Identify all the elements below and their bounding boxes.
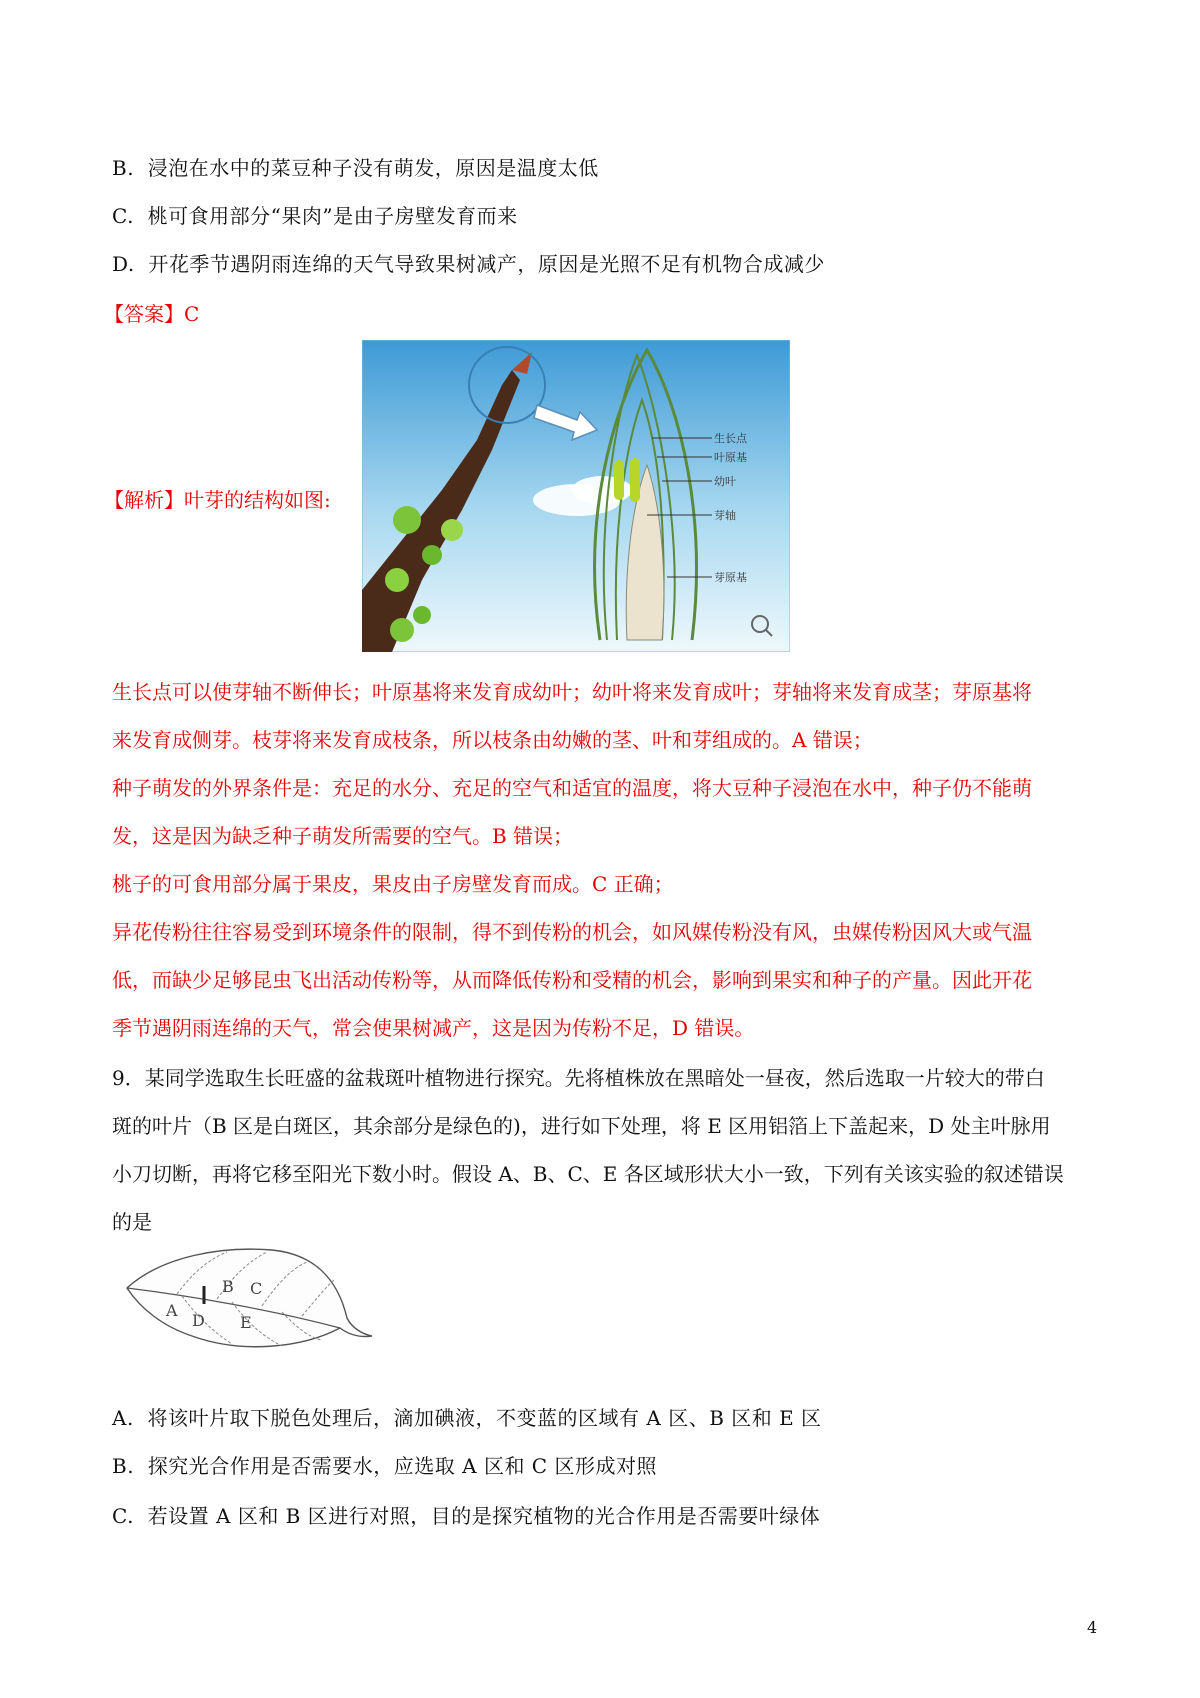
- analysis-line: [104, 486, 331, 514]
- answer-label: 【答案】: [104, 302, 184, 326]
- answer-value: C: [184, 302, 200, 326]
- leaf-label-c: C: [250, 1279, 263, 1298]
- explanation-line: 季节遇阴雨连绵的天气，常会使果树减产，这是因为传粉不足，D 错误。: [112, 1016, 755, 1040]
- option-letter: B.: [112, 1454, 135, 1478]
- explanation-line: 桃子的可食用部分属于果皮，果皮由子房壁发育而成。C 正确；: [112, 872, 674, 896]
- leaf-label-b: B: [222, 1277, 234, 1296]
- label-bud-axis: 芽轴: [714, 509, 736, 522]
- answer-line: [104, 300, 199, 328]
- option-letter: A.: [112, 1406, 134, 1430]
- question-line: 小刀切断，再将它移至阳光下数小时。假设 A、B、C、E 各区域形状大小一致，下列有关该实验的叙述错误: [112, 1162, 1064, 1186]
- page-number: 4: [1087, 1618, 1098, 1637]
- explanation-line: 低，而缺少足够昆虫飞出活动传粉等，从而降低传粉和受精的机会，影响到果实和种子的产量。因此开花: [112, 968, 1032, 992]
- leaf-bud-diagram: [362, 340, 790, 652]
- label-young-leaf: 幼叶: [714, 475, 736, 488]
- option-text: 探究光合作用是否需要水，应选取 A 区和 C 区形成对照: [147, 1454, 657, 1478]
- explanation-line: 种子萌发的外界条件是：充足的水分、充足的空气和适宜的温度，将大豆种子浸泡在水中，种子仍不能萌: [112, 776, 1032, 800]
- option-text: 浸泡在水中的菜豆种子没有萌发，原因是温度太低: [147, 156, 599, 180]
- option-text: 将该叶片取下脱色处理后，滴加碘液，不变蓝的区域有 A 区、B 区和 E 区: [147, 1406, 822, 1430]
- analysis-label: 【解析】: [104, 488, 184, 512]
- question-line: 斑的叶片（B 区是白斑区，其余部分是绿色的)，进行如下处理，将 E 区用铝箔上下盖起来，D 处主叶脉用: [112, 1114, 1051, 1138]
- option-text: 开花季节遇阴雨连绵的天气导致果树减产，原因是光照不足有机物合成减少: [148, 252, 825, 276]
- option-text: 桃可食用部分“果肉”是由子房壁发育而来: [147, 204, 518, 228]
- option-a: [112, 1404, 822, 1432]
- explanation-line: 异花传粉往往容易受到环境条件的限制，得不到传粉的机会，如风媒传粉没有风，虫媒传粉因风大或气温: [112, 920, 1032, 944]
- explanation-line: 发，这是因为缺乏种子萌发所需要的空气。B 错误；: [112, 824, 574, 848]
- option-letter: B.: [112, 156, 135, 180]
- option-c-prev: [112, 202, 518, 230]
- label-leaf-primordium: 叶原基: [714, 451, 747, 464]
- label-growth-point: 生长点: [714, 432, 747, 445]
- option-letter: D.: [112, 252, 135, 276]
- explanation-line: 生长点可以使芽轴不断伸长；叶原基将来发育成幼叶；幼叶将来发育成叶；芽轴将来发育成茎；芽原基将: [112, 680, 1032, 704]
- option-b-prev: [112, 154, 599, 182]
- label-bud-primordium: 芽原基: [714, 571, 747, 584]
- leaf-label-a: A: [166, 1301, 178, 1320]
- leaf-label-e: E: [240, 1313, 252, 1332]
- option-d-prev: [112, 250, 825, 278]
- option-letter: C.: [112, 204, 134, 228]
- leaf-diagram: [122, 1236, 374, 1364]
- leaf-label-d: D: [192, 1311, 205, 1330]
- analysis-intro: 叶芽的结构如图:: [184, 488, 331, 512]
- option-c: [112, 1502, 820, 1530]
- option-text: 若设置 A 区和 B 区进行对照，目的是探究植物的光合作用是否需要叶绿体: [147, 1504, 821, 1528]
- option-letter: C.: [112, 1504, 134, 1528]
- question-line: 的是: [112, 1210, 152, 1234]
- question-line: 9．某同学选取生长旺盛的盆栽斑叶植物进行探究。先将植株放在黑暗处一昼夜，然后选取一片较大的带白: [112, 1066, 1045, 1090]
- option-b: [112, 1452, 657, 1480]
- explanation-line: 来发育成侧芽。枝芽将来发育成枝条，所以枝条由幼嫩的茎、叶和芽组成的。A 错误；: [112, 728, 873, 752]
